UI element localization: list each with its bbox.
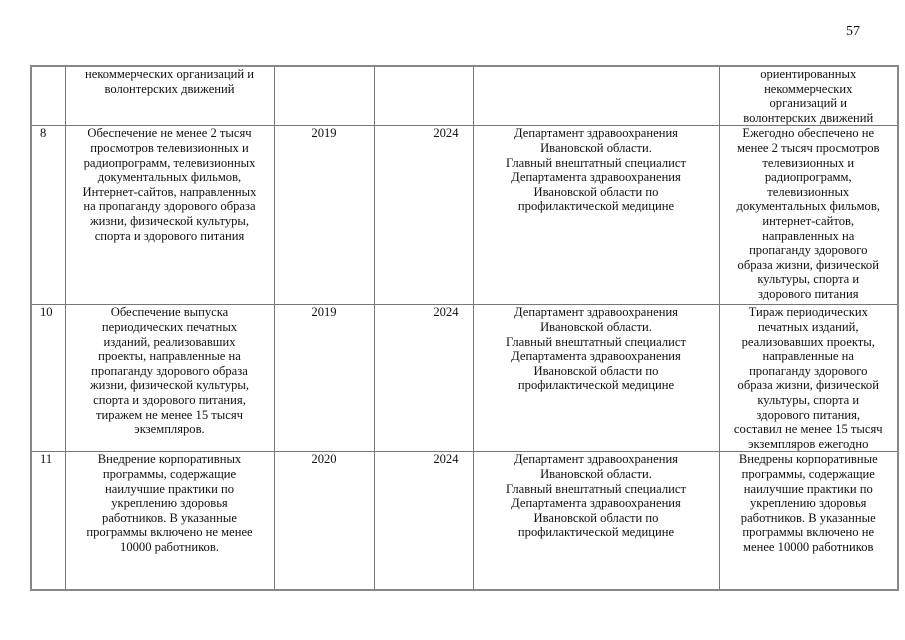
responsible: Департамент здравоохранения Ивановской области. Главный внештатный специалист Департамента здравоохранения Ивановской области по профилактической медицине [473,126,719,305]
measure-description: некоммерческих организаций и волонтерских движений [65,66,274,126]
start-year: 2020 [274,452,374,590]
row-number: 10 [31,305,65,452]
expected-result: Ежегодно обеспечено не менее 2 тысяч просмотров телевизионных и радиопрограмм, телевизионных документальных фильмов, интернет-сайтов, направленных на пропаганду здорового образа жизни, физической культуры, спорта и здорового питания [719,126,898,305]
end-year [374,66,473,126]
responsible [473,66,719,126]
measures-table [30,65,899,591]
start-year [274,66,374,126]
page-number: 57 [846,24,860,39]
table-row [31,305,898,452]
table-row [31,452,898,590]
measure-description: Внедрение корпоративных программы, содержащие наилучшие практики по укреплению здоровья работников. В указанные программы включено не менее 10000 работников. [65,452,274,590]
start-year: 2019 [274,126,374,305]
measure-description: Обеспечение не менее 2 тысяч просмотров телевизионных и радиопрограмм, телевизионных документальных фильмов, Интернет-сайтов, направленных на пропаганду здорового образа жизни, физической культуры, спорта и здорового питания [65,126,274,305]
row-number: 11 [31,452,65,590]
expected-result: Тираж периодических печатных изданий, реализовавших проекты, направленные на пропаганду здорового образа жизни, физической культуры, спорта и здорового питания, составил не менее 15 тысяч экземпляров ежегодно [719,305,898,452]
end-year: 2024 [374,452,473,590]
expected-result: Внедрены корпоративные программы, содержащие наилучшие практики по укреплению здоровья работников. В указанные программы включено не менее 10000 работников [719,452,898,590]
measure-description: Обеспечение выпуска периодических печатных изданий, реализовавших проекты, направленные на пропаганду здорового образа жизни, физической культуры, спорта и здорового питания, тиражем не менее 15 тысяч экземпляров. [65,305,274,452]
responsible: Департамент здравоохранения Ивановской области. Главный внештатный специалист Департамента здравоохранения Ивановской области по профилактической медицине [473,452,719,590]
row-number [31,66,65,126]
expected-result: ориентированных некоммерческих организаций и волонтерских движений [719,66,898,126]
responsible: Департамент здравоохранения Ивановской области. Главный внештатный специалист Департамента здравоохранения Ивановской области по профилактической медицине [473,305,719,452]
end-year: 2024 [374,126,473,305]
row-number: 8 [31,126,65,305]
start-year: 2019 [274,305,374,452]
table-row [31,126,898,305]
table-row [31,66,898,126]
end-year: 2024 [374,305,473,452]
